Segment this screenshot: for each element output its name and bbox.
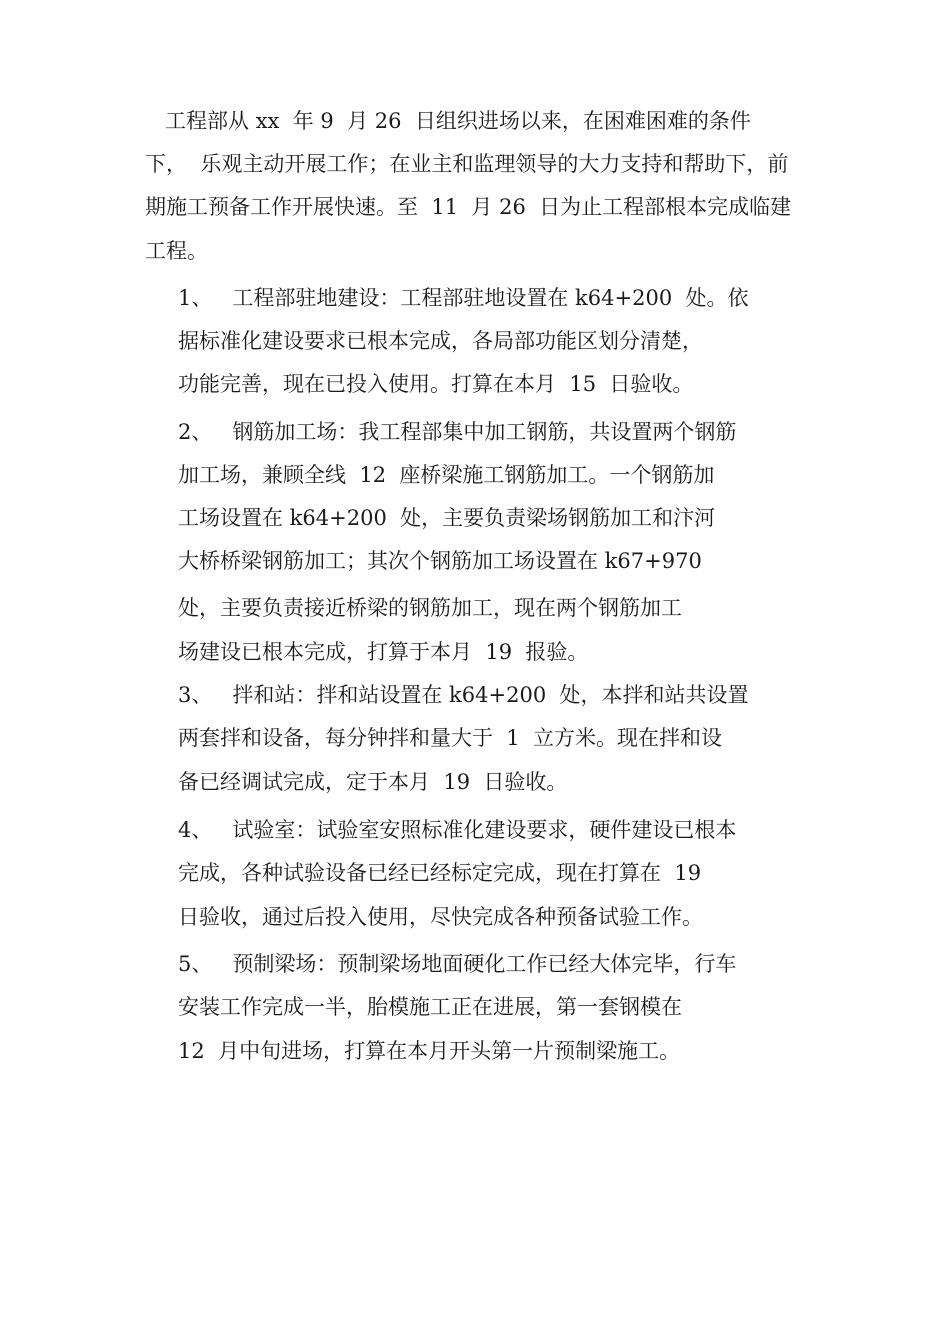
text-line: 据标准化建设要求已根本完成，各局部功能区划分清楚， bbox=[178, 329, 703, 353]
text-line: 4、 试验室：试验室安照标准化建设要求，硬件建设已根本 bbox=[178, 818, 737, 842]
text-line: 工程部从 xx 年 9 月 26 日组织进场以来，在困难困难的条件 bbox=[145, 109, 751, 133]
text-line: 工场设置在 k64+200 处，主要负责梁场钢筋加工和汴河 bbox=[178, 506, 716, 530]
text-line: 备已经调试完成，定于本月 19 日验收。 bbox=[178, 770, 568, 794]
text-line: 加工场，兼顾全线 12 座桥梁施工钢筋加工。一个钢筋加 bbox=[178, 463, 715, 487]
text-line: 安装工作完成一半，胎模施工正在进展，第一套钢模在 bbox=[178, 995, 682, 1019]
text-line: 完成，各种试验设备已经已经标定完成，现在打算在 19 bbox=[178, 861, 702, 885]
text-line: 5、 预制梁场：预制梁场地面硬化工作已经大体完毕，行车 bbox=[178, 952, 737, 976]
text-line: 期施工预备工作开展快速。至 11 月 26 日为止工程部根本完成临建 bbox=[145, 195, 792, 219]
text-line: 下， 乐观主动开展工作；在业主和监理领导的大力支持和帮助下，前 bbox=[145, 152, 789, 176]
text-line: 工程。 bbox=[145, 239, 208, 263]
text-line: 12 月中旬进场，打算在本月开头第一片预制梁施工。 bbox=[178, 1039, 681, 1063]
text-line: 2、 钢筋加工场：我工程部集中加工钢筋，共设置两个钢筋 bbox=[178, 420, 737, 444]
text-line: 功能完善，现在已投入使用。打算在本月 15 日验收。 bbox=[178, 372, 694, 396]
text-line: 3、 拌和站：拌和站设置在 k64+200 处，本拌和站共设置 bbox=[178, 683, 749, 707]
text-line: 两套拌和设备，每分钟拌和量大于 1 立方米。现在拌和设 bbox=[178, 726, 723, 750]
text-line: 1、 工程部驻地建设：工程部驻地设置在 k64+200 处。依 bbox=[178, 286, 749, 310]
text-line: 处，主要负责接近桥梁的钢筋加工，现在两个钢筋加工 bbox=[178, 596, 682, 620]
text-line: 大桥桥梁钢筋加工；其次个钢筋加工场设置在 k67+970 bbox=[178, 549, 702, 573]
text-line: 日验收，通过后投入使用，尽快完成各种预备试验工作。 bbox=[178, 905, 703, 929]
text-line: 场建设已根本完成，打算于本月 19 报验。 bbox=[178, 640, 589, 664]
